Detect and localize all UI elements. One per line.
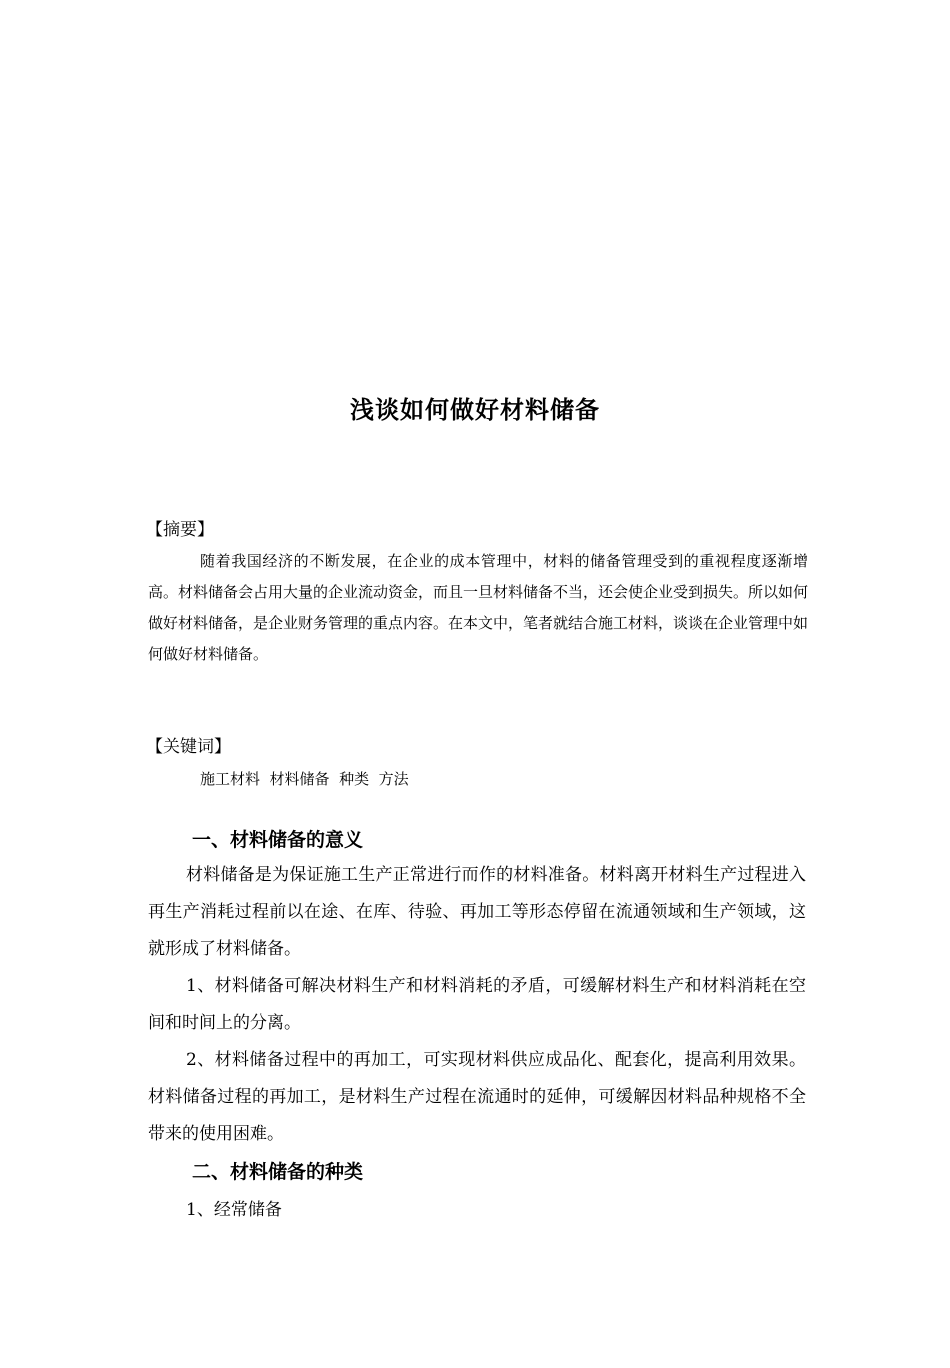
keywords-label: 【关键词】: [146, 737, 231, 757]
section-1-body: [148, 857, 806, 1153]
paragraph: 材料储备是为保证施工生产正常进行而作的材料准备。材料离开材料生产过程进入再生产消耗过程前以在途、在库、待验、再加工等形态停留在流通领域和生产领域，这就形成了材料储备。: [148, 865, 806, 959]
list-item: 1、经常储备: [186, 1200, 282, 1220]
paragraph: 1、材料储备可解决材料生产和材料消耗的矛盾，可缓解材料生产和材料消耗在空间和时间上的分离。: [148, 976, 806, 1033]
section-heading-1: 一、材料储备的意义: [192, 829, 364, 851]
keywords-text: 施工材料 材料储备 种类 方法: [200, 770, 409, 788]
document-title: 浅谈如何做好材料储备: [350, 396, 600, 424]
section-heading-2: 二、材料储备的种类: [192, 1161, 364, 1183]
abstract-text: 随着我国经济的不断发展，在企业的成本管理中，材料的储备管理受到的重视程度逐渐增高。材料储备会占用大量的企业流动资金，而且一旦材料储备不当，还会使企业受到损失。所以如何做好材料储备，是企业财务管理的重点内容。在本文中，笔者就结合施工材料，谈谈在企业管理中如何做好材料储备。: [148, 552, 809, 663]
paragraph: 2、材料储备过程中的再加工，可实现材料供应成品化、配套化，提高利用效果。材料储备过程的再加工，是材料生产过程在流通时的延伸，可缓解因材料品种规格不全带来的使用困难。: [148, 1050, 806, 1144]
abstract-label: 【摘要】: [146, 520, 214, 540]
abstract-body: [148, 546, 808, 670]
